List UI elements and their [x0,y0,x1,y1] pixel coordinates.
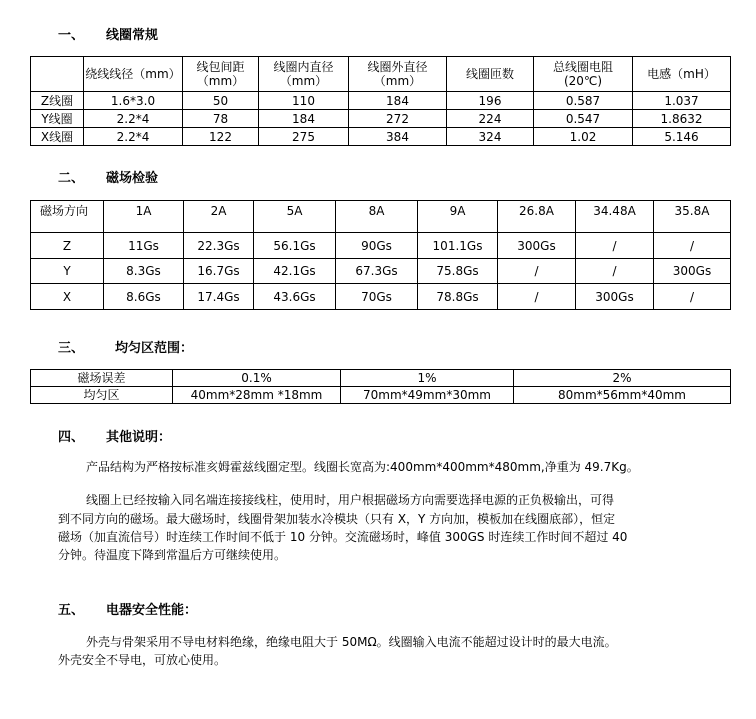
header-cell: 2A [184,201,254,233]
cell: 2.2*4 [84,110,183,128]
cell: 50 [183,92,259,110]
cell: / [498,284,576,310]
cell: X线圈 [31,128,84,146]
cell: 75.8Gs [418,259,498,284]
paragraph-usage-line-3: 磁场（加直流信号）时连续工作时间不低于 10 分钟。交流磁场时，峰值 300GS 时连续工作时间不超过 40 [58,530,628,544]
header-cell [31,57,84,92]
cell: 1.6*3.0 [84,92,183,110]
field-test-table [30,200,731,310]
cell: 均匀区 [31,387,173,404]
cell: 56.1Gs [254,233,336,259]
cell: / [576,233,654,259]
table-row [31,284,731,310]
header-cell: 磁场误差 [31,370,173,387]
cell: 1.8632 [633,110,731,128]
cell: 300Gs [576,284,654,310]
cell: 101.1Gs [418,233,498,259]
cell: 17.4Gs [184,284,254,310]
header-cell: 35.8A [654,201,731,233]
section-number: 四、 [58,430,85,445]
paragraph-usage-line-2: 到不同方向的磁场。最大磁场时，线圈骨架加装水冷模块（只有 X，Y 方向加，模板加在线圈底部），恒定 [58,512,616,526]
cell: / [654,284,731,310]
cell: 42.1Gs [254,259,336,284]
cell: 384 [349,128,447,146]
cell: X [31,284,104,310]
section-number: 三、 [58,341,85,356]
cell: Z [31,233,104,259]
cell: 0.587 [534,92,633,110]
cell: Y线圈 [31,110,84,128]
cell: 80mm*56mm*40mm [514,387,731,404]
cell: 90Gs [336,233,418,259]
uniform-zone-table [30,369,731,404]
table-header-row [31,201,731,233]
cell: 78.8Gs [418,284,498,310]
cell: 272 [349,110,447,128]
cell: 2.2*4 [84,128,183,146]
paragraph-usage-line-4: 分钟。待温度下降到常温后方可继续使用。 [58,548,287,562]
cell: 0.547 [534,110,633,128]
header-cell: 26.8A [498,201,576,233]
header-cell: 总线圈电阻(20℃) [534,57,633,92]
cell: 224 [447,110,534,128]
header-cell: 0.1% [173,370,341,387]
paragraph-structure: 产品结构为严格按标准亥姆霍兹线圈定型。线圈长宽高为:400mm*400mm*480mm,净重为 49.7Kg。 [86,460,639,474]
cell: / [498,259,576,284]
cell: 324 [447,128,534,146]
cell: 1.037 [633,92,731,110]
header-cell: 1A [104,201,184,233]
cell: 11Gs [104,233,184,259]
section-title: 其他说明： [106,430,172,445]
section-heading-5 [58,599,197,618]
header-cell: 电感（mH） [633,57,731,92]
cell: 275 [259,128,349,146]
header-cell: 线圈外直径（mm） [349,57,447,92]
section-number: 五、 [58,603,85,618]
header-cell: 9A [418,201,498,233]
header-cell: 磁场方向 [31,201,104,233]
section-title: 电器安全性能： [106,603,198,618]
cell: 78 [183,110,259,128]
table-row [31,110,731,128]
paragraph-safety-line-1: 外壳与骨架采用不导电材料绝缘，绝缘电阻大于 50MΩ。线圈输入电流不能超过设计时的最大电流。 [86,635,617,649]
table-row [31,92,731,110]
cell: 196 [447,92,534,110]
header-cell: 5A [254,201,336,233]
paragraph-usage-line-1: 线圈上已经按输入同名端连接接线柱，使用时，用户根据磁场方向需要选择电源的正负极输出，可得 [86,493,615,507]
header-cell: 1% [341,370,514,387]
cell: 70mm*49mm*30mm [341,387,514,404]
paragraph-safety-line-2: 外壳安全不导电，可放心使用。 [58,653,227,667]
section-heading-1 [58,24,158,43]
section-title: 均匀区范围： [115,341,194,356]
cell: 110 [259,92,349,110]
header-cell: 线包间距（mm） [183,57,259,92]
cell: 300Gs [654,259,731,284]
header-cell: 线圈内直径（mm） [259,57,349,92]
cell: / [576,259,654,284]
cell: 43.6Gs [254,284,336,310]
table-row [31,387,731,404]
section-heading-2 [58,167,158,186]
table-row [31,233,731,259]
cell: 5.146 [633,128,731,146]
table-header-row [31,57,731,92]
header-cell: 2% [514,370,731,387]
section-title: 磁场检验 [106,171,159,186]
table-row [31,259,731,284]
cell: 184 [349,92,447,110]
table-header-row [31,370,731,387]
section-number: 二、 [58,171,85,186]
header-cell: 34.48A [576,201,654,233]
section-title: 线圈常规 [106,28,159,43]
section-number: 一、 [58,28,85,43]
section-heading-3 [58,337,193,356]
header-cell: 线圈匝数 [447,57,534,92]
section-heading-4 [58,426,171,445]
cell: Z线圈 [31,92,84,110]
cell: 22.3Gs [184,233,254,259]
cell: / [654,233,731,259]
cell: 40mm*28mm *18mm [173,387,341,404]
cell: 1.02 [534,128,633,146]
header-cell: 8A [336,201,418,233]
cell: 122 [183,128,259,146]
cell: 8.3Gs [104,259,184,284]
cell: Y [31,259,104,284]
cell: 67.3Gs [336,259,418,284]
cell: 70Gs [336,284,418,310]
coil-spec-table [30,56,731,146]
cell: 184 [259,110,349,128]
table-row [31,128,731,146]
cell: 16.7Gs [184,259,254,284]
cell: 300Gs [498,233,576,259]
cell: 8.6Gs [104,284,184,310]
header-cell: 绕线线径（mm） [84,57,183,92]
